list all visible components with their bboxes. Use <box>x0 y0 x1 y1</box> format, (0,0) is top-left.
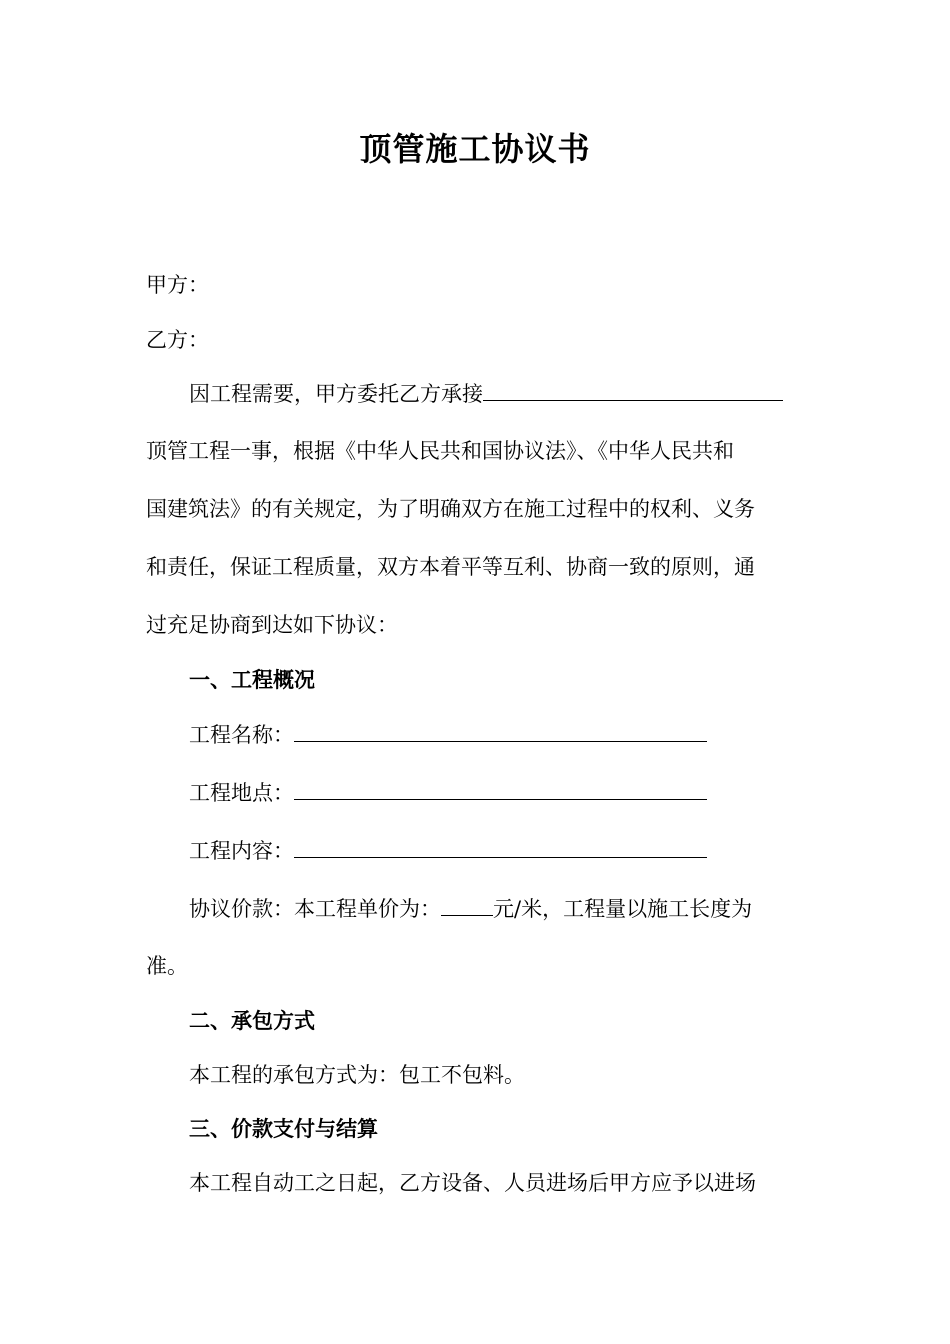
price-row <box>189 893 752 924</box>
project-content-label: 工程内容： <box>189 839 294 863</box>
intro-paragraph-line-2: 顶管工程一事，根据《中华人民共和国协议法》、《中华人民共和 <box>146 439 734 463</box>
intro-paragraph-line-3: 国建筑法》的有关规定，为了明确双方在施工过程中的权利、义务 <box>146 497 755 521</box>
project-name-row <box>189 719 707 750</box>
intro-paragraph-line-4: 和责任，保证工程质量，双方本着平等互利、协商一致的原则，通 <box>146 555 755 579</box>
party-b-label: 乙方： <box>146 328 209 352</box>
unit-price-blank <box>441 893 493 916</box>
project-content-row <box>189 835 707 866</box>
section-3-heading: 三、价款支付与结算 <box>189 1116 378 1141</box>
section-2-heading: 二、承包方式 <box>189 1008 315 1033</box>
price-prefix: 协议价款：本工程单价为： <box>189 897 441 921</box>
section-2-text: 本工程的承包方式为：包工不包料。 <box>189 1063 525 1087</box>
price-row-end: 准。 <box>146 954 188 978</box>
project-location-blank <box>294 777 707 800</box>
section-3-text: 本工程自动工之日起，乙方设备、人员进场后甲方应予以进场 <box>189 1171 756 1195</box>
document-title: 顶管施工协议书 <box>359 130 591 168</box>
project-name-blank <box>294 719 707 742</box>
project-content-blank <box>294 835 707 858</box>
project-location-label: 工程地点： <box>189 781 294 805</box>
intro-paragraph-line-1 <box>189 378 783 409</box>
price-suffix: 元/米，工程量以施工长度为 <box>493 897 753 921</box>
section-1-heading: 一、工程概况 <box>189 667 315 692</box>
party-a-label: 甲方： <box>146 273 209 297</box>
intro-text: 因工程需要，甲方委托乙方承接 <box>189 382 483 406</box>
project-location-row <box>189 777 707 808</box>
project-name-label: 工程名称： <box>189 723 294 747</box>
project-blank-line <box>483 378 783 401</box>
intro-paragraph-line-5: 过充足协商到达如下协议： <box>146 613 398 637</box>
